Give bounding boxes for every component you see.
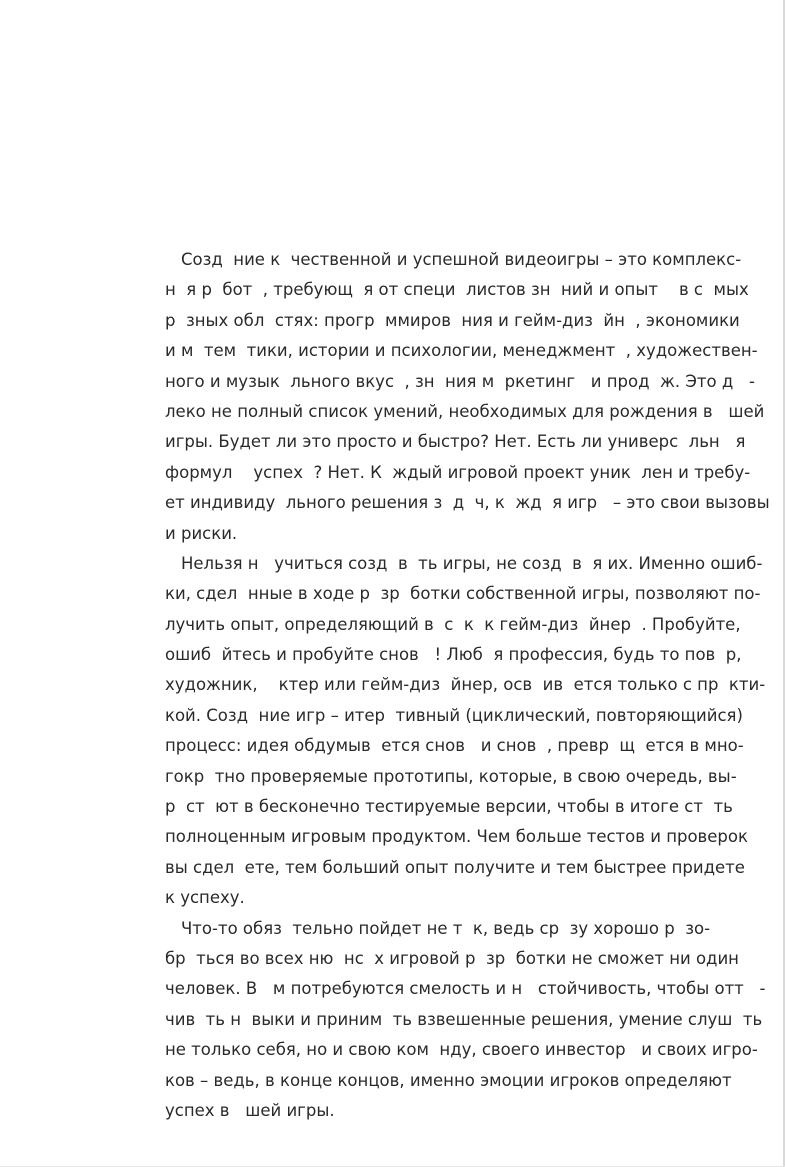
text-line: ет индивиду льного решения з д ч, к жд я игр – это свои вызовы bbox=[165, 493, 770, 513]
text-line: ошиб йтесь и пробуйте снов ! Люб я профессия, будь то пов р, bbox=[165, 645, 742, 665]
text-line: человек. В м потребуются смелость и н стойчивость, чтобы отт - bbox=[165, 979, 766, 999]
text-line: бр ться во всех ню нс х игровой р зр ботки не сможет ни один bbox=[165, 948, 739, 968]
text-line: Нельзя н учиться созд в ть игры, не созд в я их. Именно ошиб- bbox=[181, 553, 763, 573]
text-line: леко не полный список умений, необходимых для рождения в шей bbox=[165, 401, 765, 421]
text-line: успех в шей игры. bbox=[165, 1100, 335, 1120]
text-line: вы сдел ете, тем больший опыт получите и тем быстрее придете bbox=[165, 857, 745, 877]
paragraph-3 bbox=[165, 914, 766, 1127]
text-line: р зных обл стях: прогр ммиров ния и гейм-диз йн , экономики bbox=[165, 310, 740, 330]
text-line: к успеху. bbox=[165, 888, 245, 908]
text-line: ки, сдел нные в ходе р зр ботки собственной игры, позволяют по- bbox=[165, 584, 761, 604]
text-line: чив ть н выки и приним ть взвешенные решения, умение слуш ть bbox=[165, 1009, 763, 1029]
text-line: игры. Будет ли это просто и быстро? Нет. Есть ли универс льн я bbox=[165, 432, 746, 452]
text-line: Созд ние к чественной и успешной видеоигры – это комплекс- bbox=[181, 250, 742, 269]
text-line: Что-то обяз тельно пойдет не т к, ведь ср зу хорошо р зо- bbox=[181, 918, 711, 938]
text-line: лучить опыт, определяющий в с к к гейм-диз йнер . Пробуйте, bbox=[165, 614, 741, 634]
text-line: художник, ктер или гейм-диз йнер, осв ив ется только с пр кти- bbox=[165, 675, 766, 695]
text-line: кой. Созд ние игр – итер тивный (циклический, повторяющийся) bbox=[165, 705, 743, 725]
text-line: формул успех ? Нет. К ждый игровой проект уник лен и требу- bbox=[165, 462, 751, 482]
paragraph-2 bbox=[165, 549, 766, 914]
text-line: н я р бот , требующ я от специ листов зн ний и опыт в с мых bbox=[165, 280, 749, 300]
text-line: полноценным игровым продуктом. Чем больше тестов и проверок bbox=[165, 827, 748, 847]
text-line: процесс: идея обдумыв ется снов и снов , превр щ ется в мно- bbox=[165, 736, 744, 756]
text-line: не только себя, но и свою ком нду, своего инвестор и своих игро- bbox=[165, 1040, 758, 1060]
text-line: ков – ведь, в конце концов, именно эмоции игроков определяют bbox=[165, 1070, 732, 1090]
text-line: и риски. bbox=[165, 523, 238, 543]
text-line: ного и музык льного вкус , зн ния м ркетинг и прод ж. Это д - bbox=[165, 371, 755, 391]
text-line: р ст ют в бесконечно тестируемые версии, чтобы в итоге ст ть bbox=[165, 797, 733, 817]
text-line: и м тем тики, истории и психологии, менеджмент , художествен- bbox=[165, 341, 758, 361]
text-line: гокр тно проверяемые прототипы, которые, в свою очередь, вы- bbox=[165, 766, 737, 786]
body-text bbox=[165, 245, 770, 1126]
paragraph-1 bbox=[165, 245, 770, 549]
